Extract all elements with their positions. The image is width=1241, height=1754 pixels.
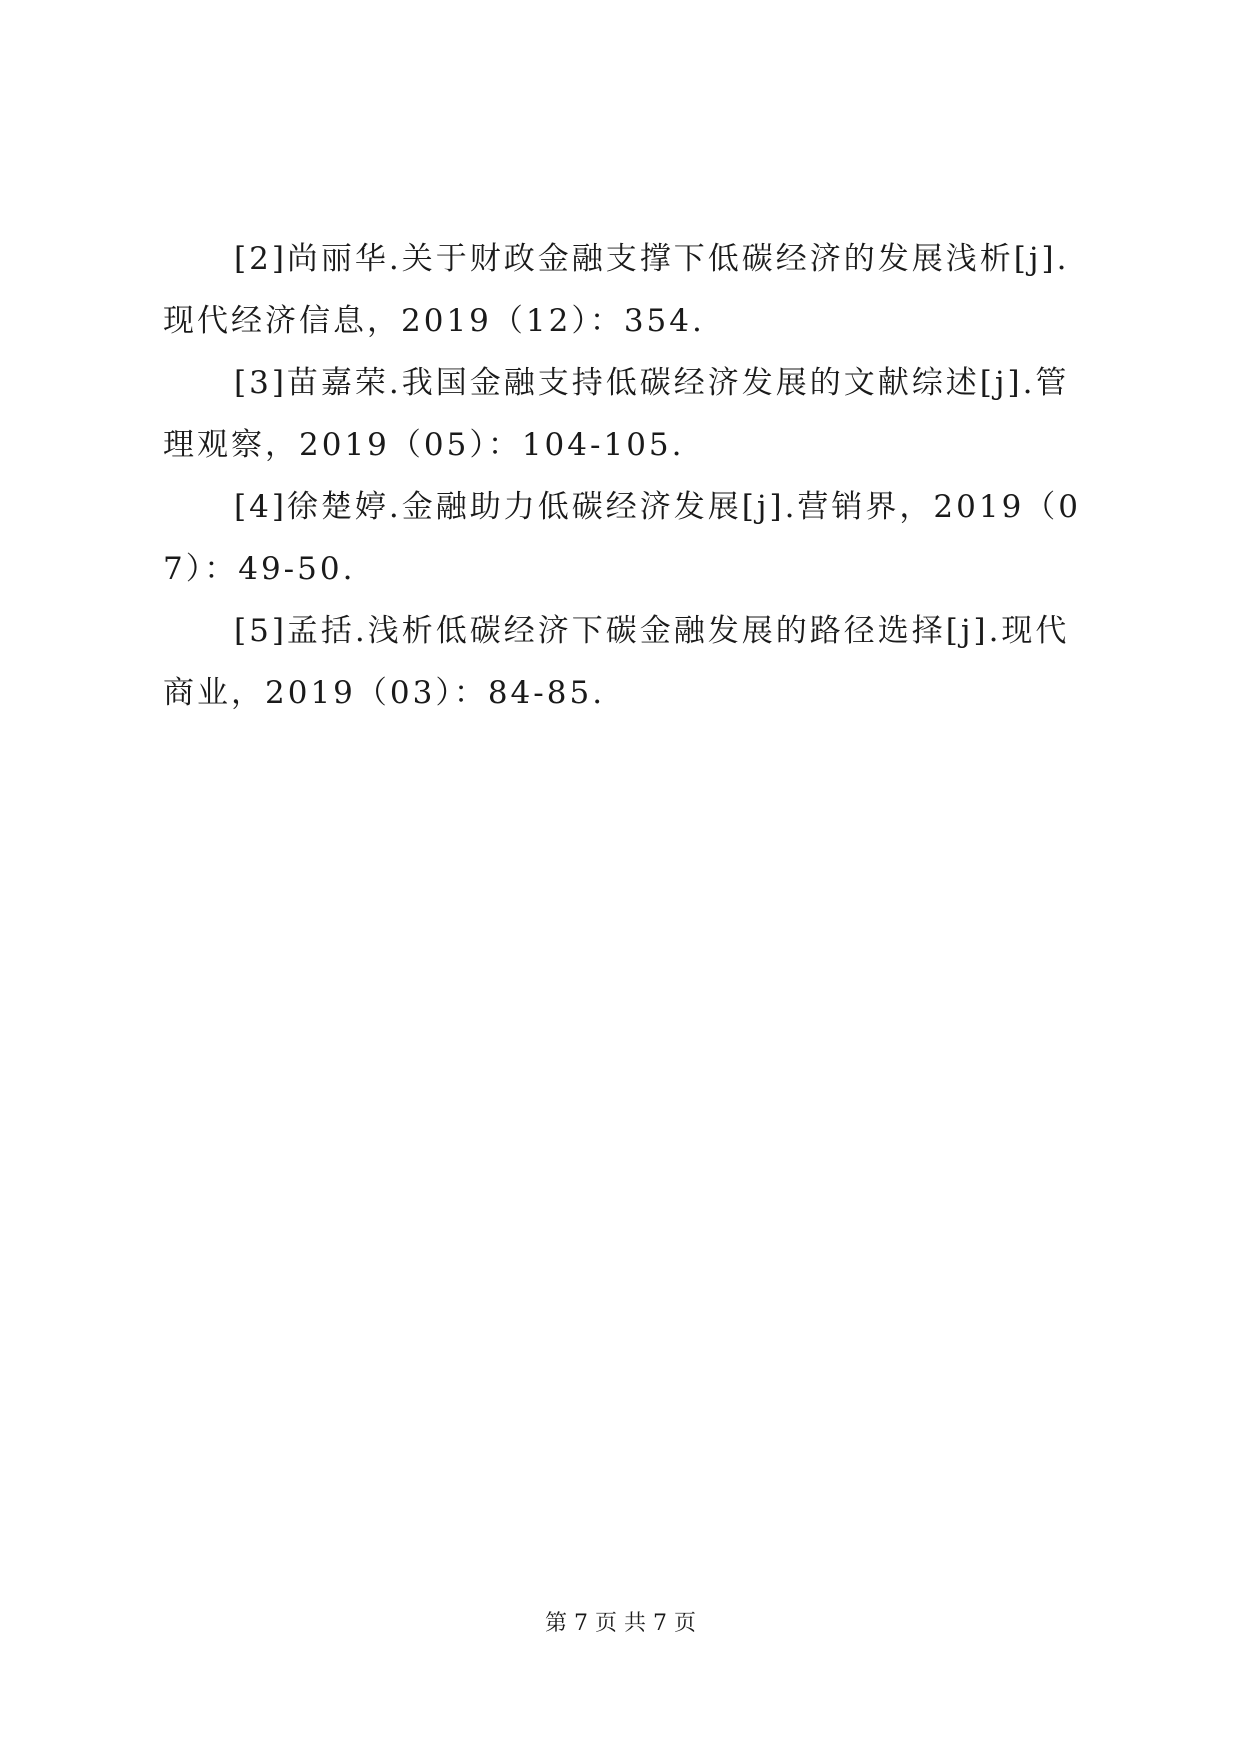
reference-list <box>163 228 1083 724</box>
page-number-label: 第 7 页 共 7 页 <box>545 1611 696 1636</box>
page-footer <box>0 1609 1241 1639</box>
reference-item: [4]徐楚婷.金融助力低碳经济发展[j].营销界，2019（07）：49-50. <box>163 489 1082 587</box>
reference-item: [5]孟括.浅析低碳经济下碳金融发展的路径选择[j].现代商业，2019（03）：84-85. <box>163 613 1070 711</box>
reference-item: [3]苗嘉荣.我国金融支持低碳经济发展的文献综述[j].管理观察，2019（05）：104-105. <box>163 365 1070 463</box>
reference-item: [2]尚丽华.关于财政金融支撑下低碳经济的发展浅析[j].现代经济信息，2019（12）：354. <box>163 241 1070 339</box>
